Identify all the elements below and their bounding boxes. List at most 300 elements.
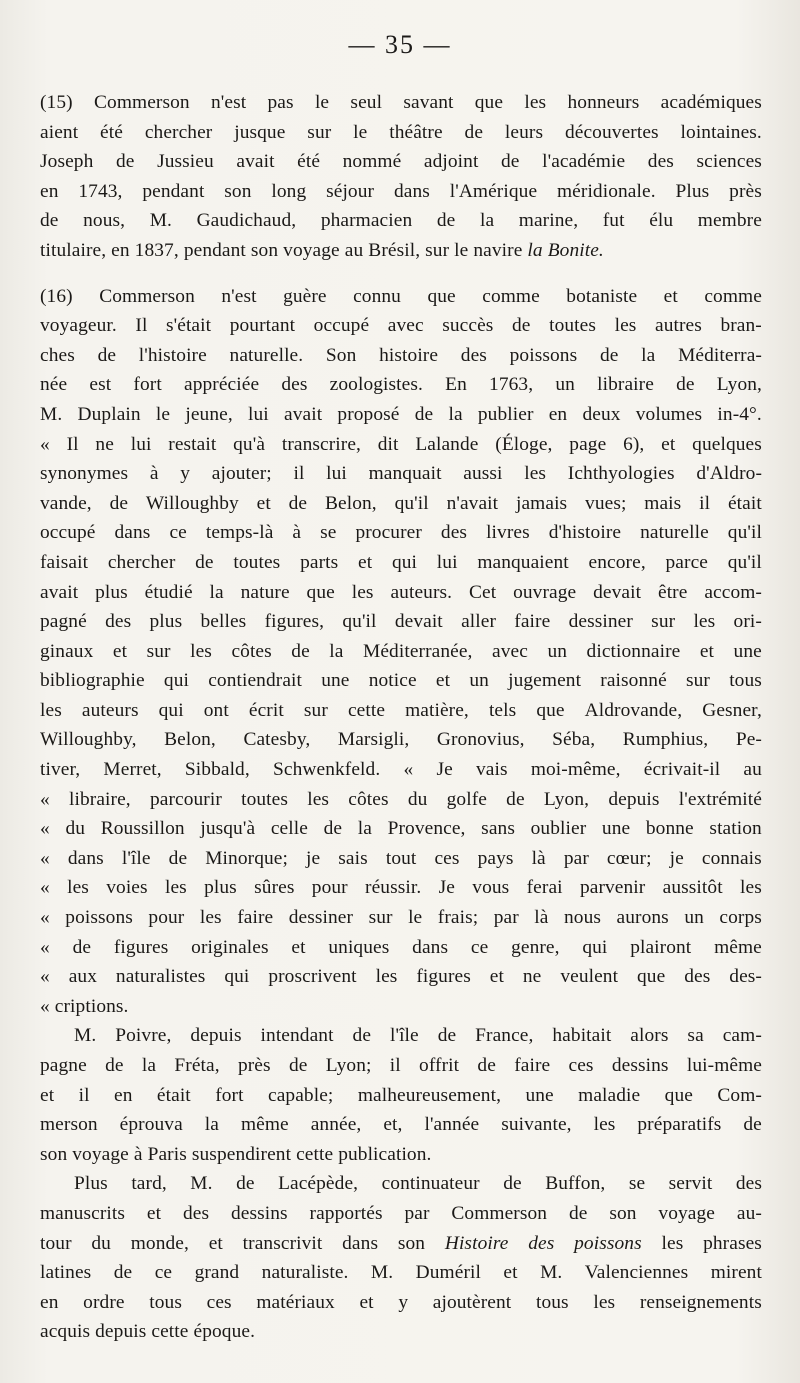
- word: bonne: [645, 818, 694, 840]
- text-line: [40, 88, 762, 118]
- word: faire: [237, 907, 274, 929]
- word: académiques: [660, 92, 762, 113]
- word: ces: [568, 1055, 594, 1076]
- word: des: [105, 611, 132, 633]
- word: seul: [350, 92, 383, 113]
- word: faire: [514, 611, 551, 633]
- page-number: — 35 —: [348, 30, 452, 59]
- word: livres: [486, 522, 530, 544]
- word: veulent: [560, 966, 619, 988]
- word: et: [435, 670, 451, 692]
- text-line: [40, 548, 762, 578]
- word: Duplain: [77, 403, 141, 425]
- word: publier: [477, 403, 534, 425]
- word: les: [40, 699, 62, 721]
- word: même: [240, 1114, 289, 1136]
- word: des: [460, 344, 487, 366]
- word: que: [306, 581, 335, 603]
- word: écrivait-il: [643, 759, 721, 781]
- text-line: [40, 962, 762, 992]
- word: contiendrait: [208, 670, 302, 692]
- word: voyage: [283, 239, 340, 261]
- text-line: [40, 814, 762, 844]
- word: la: [209, 581, 224, 603]
- word: je: [306, 847, 321, 869]
- word: de: [501, 151, 520, 173]
- word: plus: [149, 611, 183, 633]
- word: son: [250, 239, 279, 261]
- word: servit: [668, 1173, 713, 1195]
- word: aller: [461, 611, 497, 633]
- word: près: [237, 1055, 271, 1076]
- word: l'extrémité: [678, 788, 762, 810]
- word: sûres: [254, 877, 295, 899]
- word: suspendirent: [191, 1143, 292, 1165]
- word: voies: [106, 877, 148, 899]
- word: lui: [130, 433, 152, 455]
- word: Rumphius,: [622, 729, 709, 751]
- word: en: [548, 403, 568, 425]
- word: de: [40, 210, 59, 232]
- text-line: [40, 370, 762, 400]
- word: aient: [40, 121, 79, 143]
- word: n'est: [221, 285, 257, 307]
- word: au: [743, 759, 762, 781]
- word: et: [256, 492, 271, 514]
- word: éprouva: [119, 1114, 183, 1136]
- word: il: [78, 1084, 90, 1106]
- word: la: [329, 640, 344, 662]
- word: En: [445, 374, 467, 396]
- text-line: [40, 607, 762, 637]
- word: aussi: [463, 463, 503, 485]
- word: frais;: [437, 907, 479, 929]
- word: par: [563, 847, 589, 869]
- word: des: [735, 1173, 762, 1195]
- word: Schwenkfeld.: [273, 759, 381, 781]
- word: long: [271, 180, 307, 202]
- word: même: [714, 936, 762, 958]
- text-line: [40, 518, 762, 548]
- word: se: [628, 1173, 646, 1195]
- word: lui: [326, 463, 347, 485]
- text-line: [40, 147, 762, 177]
- word: que: [427, 285, 456, 307]
- word: sur: [146, 640, 171, 662]
- word: botaniste: [566, 285, 638, 307]
- word: des-: [729, 966, 762, 988]
- word: matière,: [405, 699, 469, 721]
- word: sans: [481, 818, 515, 840]
- word: une: [525, 1084, 554, 1106]
- word: originales: [191, 936, 269, 958]
- word: cette: [347, 699, 386, 721]
- word: Je: [438, 877, 455, 899]
- word: pendant: [142, 180, 205, 202]
- word: et: [40, 1084, 55, 1106]
- word: de: [288, 1055, 308, 1076]
- word: titulaire,: [40, 239, 107, 261]
- word: sur: [651, 611, 676, 633]
- word: réussir.: [365, 877, 422, 899]
- word: de: [743, 1114, 762, 1136]
- word: de: [168, 847, 188, 869]
- word: il: [293, 463, 305, 485]
- word: de: [288, 492, 308, 514]
- word: cette: [296, 1143, 334, 1165]
- word: de: [236, 1173, 255, 1195]
- word: Ichthyologies: [567, 463, 675, 485]
- word: Joseph: [40, 151, 94, 173]
- word: que: [536, 699, 565, 721]
- word: offrit: [419, 1055, 460, 1076]
- word: capable;: [268, 1084, 334, 1106]
- word: tard,: [131, 1173, 167, 1195]
- word: Lyon;: [325, 1055, 372, 1076]
- text-line: [40, 341, 762, 371]
- word: des: [440, 522, 468, 544]
- word: figures: [416, 966, 471, 988]
- text-line: [40, 785, 762, 815]
- word: France,: [475, 1025, 534, 1047]
- word: Poivre,: [115, 1025, 172, 1047]
- word: Lyon,: [543, 788, 590, 810]
- word: de: [503, 1173, 522, 1195]
- word: sciences: [696, 151, 762, 173]
- word: le: [408, 907, 423, 929]
- word: publication.: [338, 1143, 432, 1165]
- word: qui: [163, 670, 189, 692]
- word: son: [397, 1232, 426, 1254]
- word: lui: [248, 403, 269, 425]
- word: et: [663, 285, 678, 307]
- word: ont: [203, 699, 229, 721]
- word: ori-: [733, 611, 762, 633]
- text-line: [40, 206, 762, 236]
- word: ouvrage: [513, 581, 577, 603]
- word: Belon,: [164, 729, 216, 751]
- word: M.: [370, 1262, 394, 1284]
- word: les: [740, 877, 762, 899]
- word: parvenir: [579, 877, 646, 899]
- word: continuateur: [381, 1173, 480, 1195]
- text-line: [40, 578, 762, 608]
- word: 1743,: [78, 180, 123, 202]
- word: 1763,: [489, 374, 534, 396]
- text-line: [40, 489, 762, 519]
- word: de: [323, 818, 343, 840]
- word: les: [307, 788, 330, 810]
- word: pagné: [40, 611, 87, 633]
- word: ginaux: [40, 640, 94, 662]
- word: les: [524, 92, 547, 113]
- word: Lalande: [415, 433, 479, 455]
- word: dans: [393, 180, 430, 202]
- word: par: [404, 1202, 430, 1224]
- word: merson: [40, 1114, 98, 1136]
- word: sa: [687, 1025, 704, 1047]
- word: et: [112, 640, 128, 662]
- word: vande,: [40, 492, 92, 514]
- word: pendant: [183, 239, 246, 261]
- word: Il: [135, 315, 148, 337]
- word: ajouter;: [211, 463, 272, 485]
- word: le: [314, 92, 330, 113]
- word: monde,: [130, 1232, 189, 1254]
- word: à: [149, 463, 159, 485]
- word: les: [190, 640, 212, 662]
- word: succès: [442, 315, 494, 337]
- word: les: [164, 877, 187, 899]
- word: voyage: [72, 1143, 129, 1165]
- word: la: [357, 818, 372, 840]
- word: de: [414, 403, 434, 425]
- word: nous,: [83, 210, 126, 232]
- word: station: [709, 818, 762, 840]
- word: dictionnaire: [586, 640, 681, 662]
- word: grand: [194, 1262, 240, 1284]
- text-line: [40, 1169, 762, 1199]
- word: «: [40, 847, 50, 869]
- word: maladie: [578, 1084, 641, 1106]
- word: tels: [488, 699, 517, 721]
- word: nommé: [342, 151, 402, 173]
- word: Histoire: [444, 1232, 509, 1254]
- word: zoologistes.: [329, 374, 423, 396]
- word: un: [469, 670, 489, 692]
- word: élu: [649, 210, 674, 232]
- word: fort: [215, 1084, 244, 1106]
- word: la: [479, 210, 495, 232]
- word: qu'il: [342, 611, 377, 633]
- word: théâtre: [389, 121, 443, 143]
- word: l'île: [389, 1025, 419, 1047]
- word: écrit: [248, 699, 284, 721]
- word: honneurs: [567, 92, 640, 113]
- word: plus: [204, 877, 237, 899]
- word: transcrivit: [242, 1232, 323, 1254]
- word: pour: [311, 877, 348, 899]
- word: été: [100, 121, 123, 143]
- word: navire: [473, 239, 523, 261]
- word: suivante,: [501, 1114, 572, 1136]
- text-line: [40, 844, 762, 874]
- word: genre,: [511, 936, 560, 958]
- word: près: [729, 180, 762, 202]
- word: de: [291, 640, 310, 662]
- word: dit: [377, 433, 399, 455]
- word: que: [664, 1084, 693, 1106]
- word: qui: [224, 966, 250, 988]
- word: il: [699, 492, 711, 514]
- word: du: [91, 1232, 111, 1254]
- text-line: [40, 1021, 762, 1051]
- word: figures,: [264, 611, 325, 633]
- word: de: [436, 210, 456, 232]
- word: qui: [158, 699, 184, 721]
- word: une: [601, 818, 631, 840]
- word: de: [464, 121, 484, 143]
- word: et: [503, 1262, 518, 1284]
- word: Buffon,: [545, 1173, 606, 1195]
- word: devait: [593, 581, 642, 603]
- word: et: [291, 936, 306, 958]
- word: Marsigli,: [337, 729, 410, 751]
- text-line: [40, 755, 762, 785]
- word: et: [146, 1202, 162, 1224]
- word: jamais: [515, 492, 568, 514]
- word: avait: [236, 151, 275, 173]
- word: son: [224, 180, 252, 202]
- word: ferai: [526, 877, 563, 899]
- word: Aldrovande,: [584, 699, 683, 721]
- word: Willoughby: [145, 492, 239, 514]
- word: naturalistes: [115, 966, 206, 988]
- word: bibliographie: [40, 670, 145, 692]
- word: belles: [200, 611, 247, 633]
- word: Plus: [74, 1173, 108, 1195]
- word: année,: [310, 1114, 362, 1136]
- word: ajoutèrent: [432, 1291, 512, 1313]
- word: en: [114, 1084, 133, 1106]
- word: des: [281, 374, 308, 396]
- word: autres: [654, 315, 702, 337]
- word: Minorque;: [205, 847, 288, 869]
- word: qu'à: [233, 433, 266, 455]
- word: (15): [40, 92, 73, 113]
- word: ne: [522, 966, 542, 988]
- word: guère: [283, 285, 327, 307]
- word: manquaient: [477, 551, 569, 573]
- word: deux: [582, 403, 621, 425]
- word: en: [111, 239, 130, 261]
- word: les: [593, 1114, 616, 1136]
- word: Lacépède,: [278, 1173, 359, 1195]
- word: sur: [303, 699, 328, 721]
- word: plairont: [630, 936, 692, 958]
- word: vues;: [585, 492, 627, 514]
- word: pas: [267, 92, 294, 113]
- word: habitait: [552, 1025, 612, 1047]
- word: les: [693, 611, 716, 633]
- word: ne: [95, 433, 114, 455]
- word: à: [133, 1143, 143, 1165]
- word: Cet: [468, 581, 497, 603]
- text-line: [40, 1199, 762, 1229]
- word: corps: [719, 907, 762, 929]
- word: un: [555, 374, 575, 396]
- word: sur: [307, 121, 332, 143]
- word: poissons: [574, 1232, 642, 1254]
- word: du: [407, 788, 428, 810]
- word: vais: [476, 759, 508, 781]
- word: Commerson: [451, 1202, 548, 1224]
- word: d'histoire: [548, 522, 622, 544]
- word: ce: [154, 1262, 173, 1284]
- word: moi-même,: [530, 759, 621, 781]
- word: la: [448, 403, 463, 425]
- text-line: [40, 311, 762, 341]
- word: libraire,: [69, 788, 131, 810]
- word: Son: [325, 344, 357, 366]
- word: dessins: [611, 1055, 669, 1076]
- word: «: [40, 433, 50, 455]
- word: ordre: [83, 1291, 125, 1313]
- word: pays: [477, 847, 514, 869]
- word: 1837,: [134, 239, 179, 261]
- word: «: [40, 995, 50, 1017]
- word: figures: [113, 936, 169, 958]
- word: Com-: [717, 1084, 762, 1106]
- word: naturaliste.: [261, 1262, 349, 1284]
- word: les: [661, 1232, 684, 1254]
- word: sur: [685, 670, 710, 692]
- word: nature: [240, 581, 290, 603]
- word: l'année: [424, 1114, 480, 1136]
- word: séjour: [326, 180, 375, 202]
- word: proscrivent: [268, 966, 357, 988]
- word: et: [359, 1291, 374, 1313]
- word: et: [358, 551, 373, 573]
- word: auteurs.: [390, 581, 453, 603]
- word: accom-: [704, 581, 762, 603]
- word: Roussillon: [100, 818, 185, 840]
- word: les: [593, 1291, 616, 1313]
- word: temps-là: [205, 522, 274, 544]
- word: est: [89, 374, 112, 396]
- word: de: [437, 1025, 457, 1047]
- word: Valenciennes: [584, 1262, 689, 1284]
- word: sur: [425, 239, 450, 261]
- word: dans: [342, 1232, 379, 1254]
- word: la: [641, 344, 656, 366]
- word: toutes: [241, 788, 289, 810]
- word: page: [569, 433, 607, 455]
- word: dans: [114, 522, 151, 544]
- word: n'avait: [446, 492, 499, 514]
- word: parce: [665, 551, 708, 573]
- word: toutes: [233, 551, 281, 573]
- word: tous: [729, 670, 762, 692]
- word: de: [113, 1262, 133, 1284]
- word: découvertes: [564, 121, 659, 143]
- word: M.: [540, 1262, 563, 1284]
- word: pharmacien: [320, 210, 413, 232]
- word: fut: [602, 210, 625, 232]
- word: manquait: [368, 463, 442, 485]
- word: poissons: [65, 907, 133, 929]
- note-16: [40, 282, 762, 1347]
- word: être: [657, 581, 688, 603]
- word: de: [512, 315, 531, 337]
- word: procurer: [355, 522, 422, 544]
- text-line: [40, 1110, 762, 1140]
- word: phrases: [703, 1232, 762, 1254]
- word: Séba,: [552, 729, 596, 751]
- word: notice: [368, 670, 417, 692]
- word: jeune,: [185, 403, 233, 425]
- word: des: [684, 966, 711, 988]
- word: oublier: [530, 818, 587, 840]
- word: d'Aldro-: [696, 463, 762, 485]
- word: libraire: [597, 374, 654, 396]
- word: (Éloge,: [495, 433, 553, 455]
- word: manuscrits: [40, 1202, 126, 1224]
- text-line: [40, 118, 762, 148]
- word: alors: [630, 1025, 669, 1047]
- word: renseignements: [639, 1291, 762, 1313]
- word: avec: [387, 315, 424, 337]
